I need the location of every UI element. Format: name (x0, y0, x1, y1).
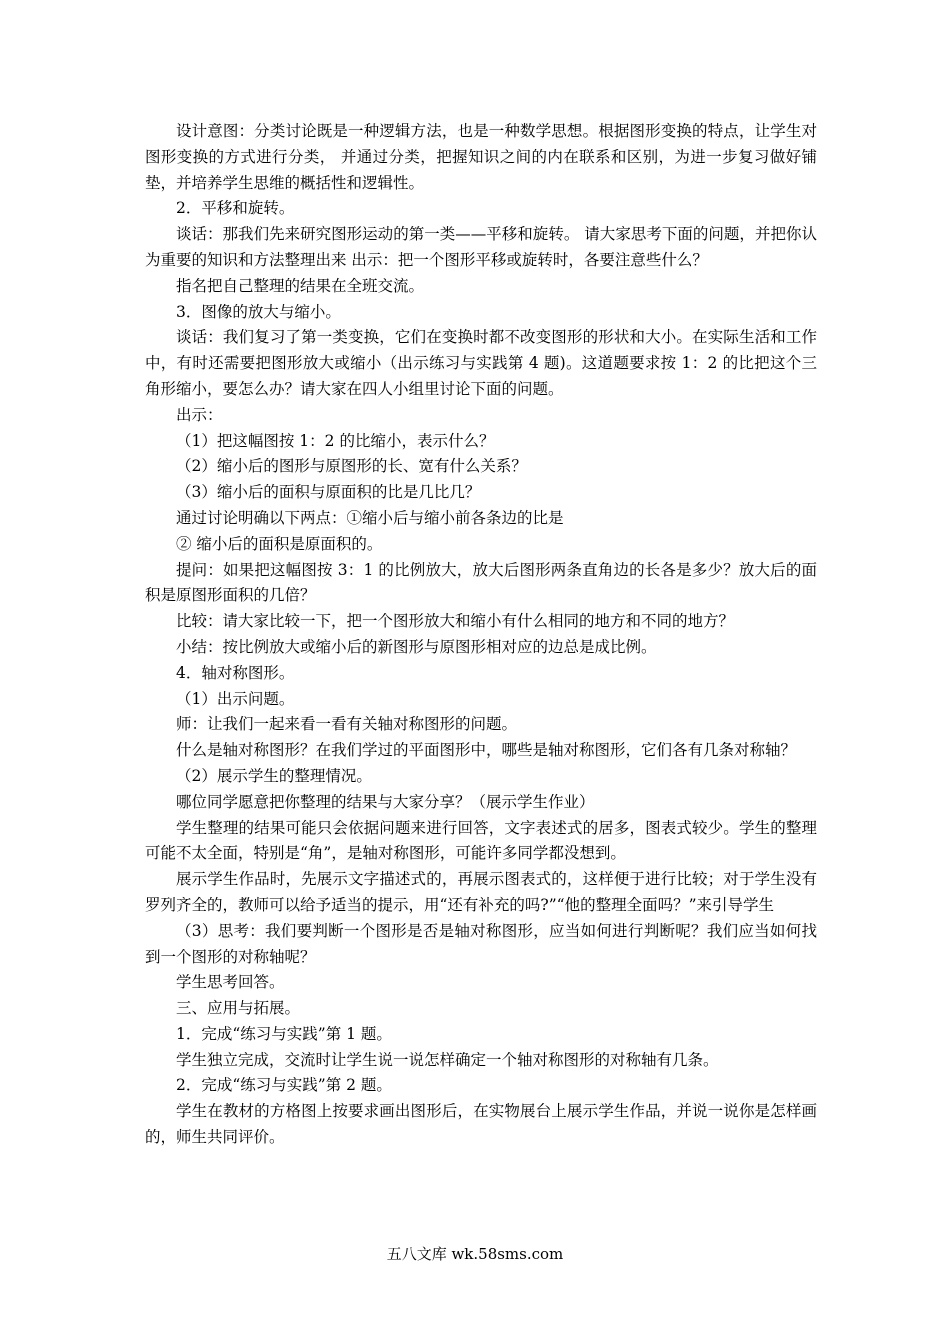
paragraph: 师：让我们一起来看一看有关轴对称图形的问题。 (176, 715, 518, 734)
paragraph: ② 缩小后的面积是原面积的。 (176, 534, 383, 553)
paragraph: 哪位同学愿意把你整理的结果与大家分享？（展示学生作业） (176, 792, 595, 811)
paragraph: （2）缩小后的图形与原图形的长、宽有什么关系？ (176, 457, 527, 476)
paragraph: 3．图像的放大与缩小。 (176, 302, 341, 321)
paragraph: 学生在教材的方格图上按要求画出图形后，在实物展台上展示学生作品，并说一说你是怎样画的，师生共同评价。 (145, 1102, 817, 1147)
paragraph: 谈话：那我们先来研究图形运动的第一类——平移和旋转。 请大家思考下面的问题，并把你认为重要的知识和方法整理出来 出示：把一个图形平移或旋转时，各要注意些什么？ (145, 225, 817, 269)
paragraph: （3）缩小后的面积与原面积的比是几比几？ (176, 483, 481, 502)
paragraph: 谈话：我们复习了第一类变换，它们在变换时都不改变图形的形状和大小。在实际生活和工作中，有时还需要把图形放大或缩小（出示练习与实践第 4 题)。这道题要求按 1：2 的比把这个三角形缩小，要怎么办？请大家在四人小组里讨论下面的问题。 (145, 328, 817, 398)
paragraph: 学生整理的结果可能只会依据问题来进行回答，文字表述式的居多，图表式较少。学生的整理可能不太全面，特别是“角”，是轴对称图形，可能许多同学都没想到。 (145, 818, 817, 863)
page-footer: 五八文库 wk.58sms.com (386, 1245, 564, 1263)
paragraph: 指名把自己整理的结果在全班交流。 (176, 276, 425, 295)
paragraph: 2．完成“练习与实践”第 2 题。 (176, 1076, 392, 1095)
paragraph: 学生独立完成，交流时让学生说一说怎样确定一个轴对称图形的对称轴有几条。 (176, 1050, 719, 1069)
paragraph: 2．平移和旋转。 (176, 199, 295, 218)
paragraph: 出示： (176, 405, 223, 424)
document-body (145, 119, 817, 1151)
paragraph: 通过讨论明确以下两点：①缩小后与缩小前各条边的比是 (176, 508, 564, 527)
paragraph: 提问：如果把这幅图按 3：1 的比例放大，放大后图形两条直角边的长各是多少？放大后的面积是原图形面积的几倍？ (145, 560, 817, 605)
paragraph: 展示学生作品时，先展示文字描述式的，再展示图表式的，这样便于进行比较；对于学生没有罗列齐全的，教师可以给予适当的提示，用“还有补充的吗?”“他的整理全面吗？”来引导学生 (145, 870, 817, 914)
paragraph: 三、应用与拓展。 (176, 999, 301, 1018)
paragraph: （1）出示问题。 (176, 689, 295, 708)
paragraph: （1）把这幅图按 1：2 的比缩小，表示什么？ (176, 431, 495, 450)
paragraph: 什么是轴对称图形？在我们学过的平面图形中，哪些是轴对称图形，它们各有几条对称轴？ (176, 741, 797, 760)
paragraph: 1．完成“练习与实践”第 1 题。 (176, 1024, 392, 1043)
paragraph: 学生思考回答。 (176, 973, 285, 992)
paragraph: （2）展示学生的整理情况。 (176, 766, 372, 785)
paragraph: 设计意图：分类讨论既是一种逻辑方法，也是一种数学思想。根据图形变换的特点，让学生对图形变换的方式进行分类， 并通过分类，把握知识之间的内在联系和区别，为进一步复习做好铺垫，并培养学生思维的概括性和逻辑性。 (145, 122, 817, 192)
paragraph: 比较：请大家比较一下，把一个图形放大和缩小有什么相同的地方和不同的地方？ (176, 612, 735, 631)
paragraph: 4．轴对称图形。 (176, 663, 295, 682)
paragraph: （3）思考：我们要判断一个图形是否是轴对称图形，应当如何进行判断呢？我们应当如何找到一个图形的对称轴呢？ (145, 921, 817, 966)
paragraph: 小结：按比例放大或缩小后的新图形与原图形相对应的边总是成比例。 (176, 637, 657, 656)
